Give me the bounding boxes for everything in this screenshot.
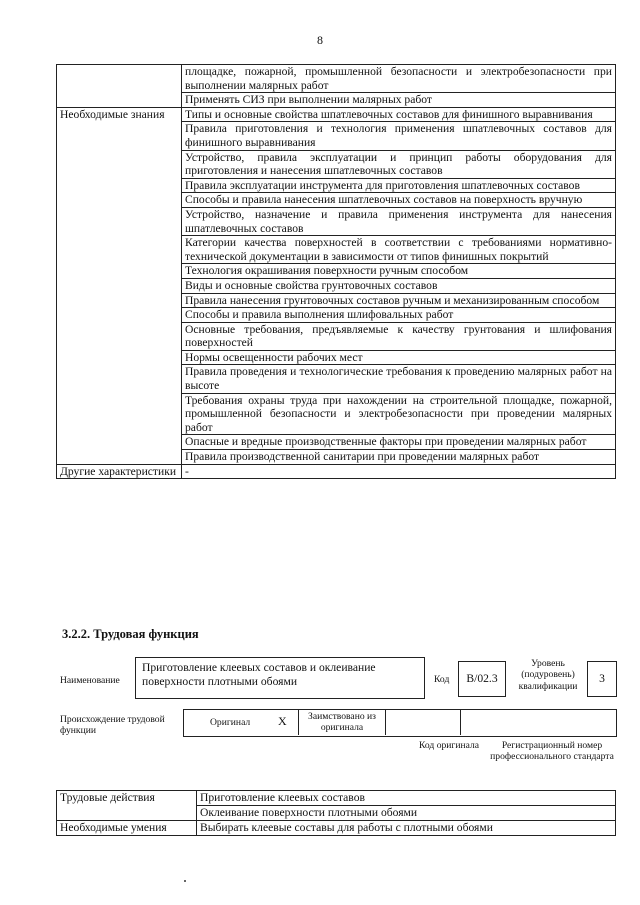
- row-item: Технология окрашивания поверхности ручным способом: [182, 264, 616, 279]
- row-item: Нормы освещенности рабочих мест: [182, 350, 616, 365]
- row-item: Правила нанесения грунтовочных составов ручным и механизированным способом: [182, 293, 616, 308]
- level-label: Уровень (подуровень) квалификации: [518, 658, 578, 692]
- row-label: Другие характеристики: [57, 464, 182, 479]
- row-item: Типы и основные свойства шпатлевочных составов для финишного выравнивания: [182, 107, 616, 122]
- actions-table: [56, 790, 616, 836]
- table-row: [57, 821, 616, 836]
- row-label: Трудовые действия: [57, 791, 197, 821]
- row-label: Необходимые умения: [57, 821, 197, 836]
- level-box: 3: [587, 661, 617, 697]
- code-caption: Код оригинала: [418, 740, 480, 751]
- origin-divider: [298, 709, 299, 735]
- row-value: Оклеивание поверхности плотными обоями: [197, 806, 616, 821]
- row-item: Виды и основные свойства грунтовочных составов: [182, 278, 616, 293]
- borrowed-label: Заимствовано из оригинала: [308, 711, 376, 734]
- origin-divider: [460, 709, 461, 735]
- function-name: Приготовление клеевых составов и оклеивание поверхности плотными обоями: [142, 661, 376, 688]
- section-title: 3.2.2. Трудовая функция: [62, 627, 199, 641]
- row-item: Способы и правила выполнения шлифовальных работ: [182, 308, 616, 323]
- scan-mark: [184, 880, 186, 882]
- code-label: Код: [434, 674, 450, 685]
- function-name-box: [135, 657, 425, 699]
- table-row: [57, 791, 616, 806]
- original-mark: X: [278, 714, 287, 728]
- row-item: Правила проведения и технологические требования к проведению малярных работ на высоте: [182, 365, 616, 393]
- row-item: Устройство, правила эксплуатации и принцип работы оборудования для приготовления и нанесения шпатлевочных составов: [182, 150, 616, 178]
- row-item: Устройство, назначение и правила применения инструмента для нанесения шпатлевочных составов: [182, 207, 616, 235]
- row-item: площадке, пожарной, промышленной безопасности и электробезопасности при выполнении малярных работ: [182, 65, 616, 93]
- row-value: Приготовление клеевых составов: [197, 791, 616, 806]
- origin-divider: [385, 709, 386, 735]
- page-number: 8: [317, 33, 323, 47]
- code-box: B/02.3: [458, 661, 506, 697]
- table-row: [57, 464, 616, 479]
- row-item: Правила приготовления и технология применения шпатлевочных составов для финишного выравнивания: [182, 122, 616, 150]
- row-item: Категории качества поверхностей в соответствии с требованиями нормативно-технической документации в зависимости от типов финишных покрытий: [182, 236, 616, 264]
- row-item: Опасные и вредные производственные факторы при проведении малярных работ: [182, 435, 616, 450]
- origin-label: Происхождение трудовой функции: [60, 714, 165, 737]
- row-item: Основные требования, предъявляемые к качеству грунтования и шлифования поверхностей: [182, 322, 616, 350]
- row-item: Правила эксплуатации инструмента для приготовления шпатлевочных составов: [182, 178, 616, 193]
- reg-caption: Регистрационный номер профессионального стандарта: [490, 740, 614, 763]
- row-item: Требования охраны труда при нахождении на строительной площадке, пожарной, промышленной безопасности и электробезопасности при проведении малярных работ: [182, 393, 616, 435]
- row-item: Правила производственной санитарии при проведении малярных работ: [182, 450, 616, 465]
- knowledge-table: [56, 64, 616, 479]
- original-label: Оригинал: [210, 717, 251, 728]
- table-row: [57, 65, 616, 93]
- row-item: -: [182, 464, 616, 479]
- row-value: Выбирать клеевые составы для работы с плотными обоями: [197, 821, 616, 836]
- table-row: [57, 107, 616, 122]
- name-label: Наименование: [60, 675, 120, 686]
- row-label: [57, 65, 182, 108]
- row-item: Применять СИЗ при выполнении малярных работ: [182, 93, 616, 108]
- row-item: Способы и правила нанесения шпатлевочных составов на поверхность вручную: [182, 193, 616, 208]
- row-label: Необходимые знания: [57, 107, 182, 464]
